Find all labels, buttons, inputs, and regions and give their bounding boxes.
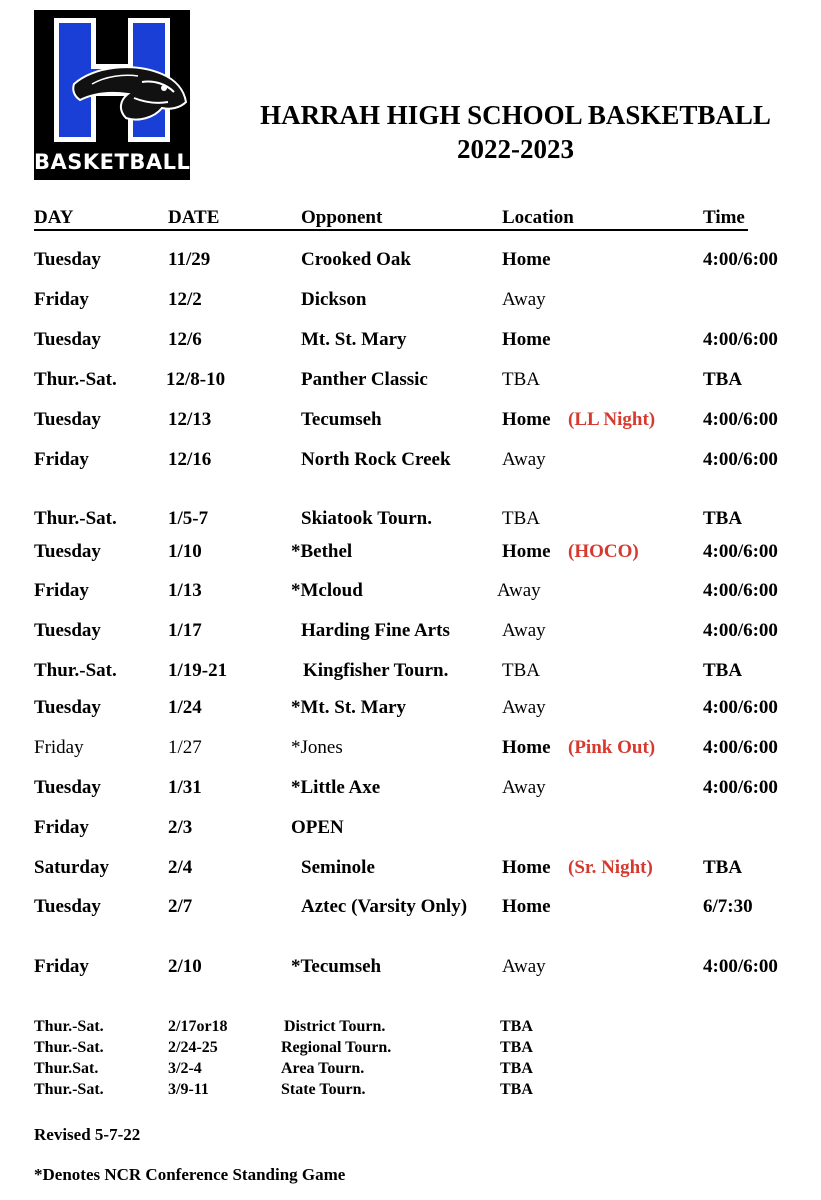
cell-day: Friday — [34, 956, 89, 977]
cell-date: 12/6 — [168, 329, 202, 350]
cell-day: Friday — [34, 449, 89, 470]
schedule-row — [0, 368, 821, 392]
schedule-row — [0, 328, 821, 352]
cell-time: TBA — [703, 857, 743, 878]
schedule-row — [0, 895, 821, 919]
postseason-row — [0, 1038, 821, 1058]
cell-date: 2/7 — [168, 896, 193, 917]
header-opponent: Opponent — [301, 207, 383, 228]
harrah-basketball-logo — [34, 10, 190, 180]
cell-location: Away — [502, 449, 546, 470]
cell-time: 6/7:30 — [703, 896, 753, 917]
cell-opponent: Kingfisher Tourn. — [303, 660, 449, 681]
cell-day: Thur.-Sat. — [34, 1018, 104, 1035]
cell-date: 1/19-21 — [168, 660, 228, 681]
cell-opponent: *Mcloud — [291, 580, 363, 601]
cell-date: 11/29 — [168, 249, 211, 270]
schedule-row — [0, 696, 821, 720]
season-subtitle: 2022-2023 — [457, 134, 574, 164]
cell-day: Tuesday — [34, 249, 101, 270]
cell-location: Home — [502, 541, 551, 562]
cell-opponent: Crooked Oak — [301, 249, 411, 270]
cell-location: Home — [502, 329, 551, 350]
cell-location: Away — [502, 620, 546, 641]
cell-date: 12/2 — [168, 289, 202, 310]
cell-time: 4:00/6:00 — [703, 697, 778, 718]
cell-day: Tuesday — [34, 329, 101, 350]
cell-day: Thur.-Sat. — [34, 369, 117, 390]
cell-time: 4:00/6:00 — [703, 580, 778, 601]
cell-opponent: *Tecumseh — [291, 956, 382, 977]
header-underline — [34, 229, 748, 231]
cell-time: 4:00/6:00 — [703, 620, 778, 641]
cell-day: Tuesday — [34, 409, 101, 430]
cell-date: 3/9-11 — [168, 1081, 209, 1098]
cell-location: Away — [497, 580, 541, 601]
cell-event: (Sr. Night) — [568, 857, 653, 878]
cell-date: 2/3 — [168, 817, 193, 838]
cell-time: TBA — [703, 660, 743, 681]
cell-opponent: Tecumseh — [301, 409, 382, 430]
header-location: Location — [502, 207, 574, 228]
schedule-row — [0, 816, 821, 840]
conference-note: *Denotes NCR Conference Standing Game — [34, 1165, 346, 1184]
cell-date: 1/31 — [168, 777, 202, 798]
cell-date: 2/17or18 — [168, 1018, 228, 1035]
schedule-row — [0, 659, 821, 683]
cell-event: (HOCO) — [568, 541, 639, 562]
cell-date: 2/4 — [168, 857, 193, 878]
cell-day: Tuesday — [34, 777, 101, 798]
cell-date: 3/2-4 — [168, 1060, 202, 1077]
cell-date: 1/5-7 — [168, 508, 209, 529]
postseason-row — [0, 1017, 821, 1037]
page-title: HARRAH HIGH SCHOOL BASKETBALL — [260, 100, 771, 130]
cell-opponent: Regional Tourn. — [281, 1039, 392, 1056]
cell-opponent: North Rock Creek — [301, 449, 451, 470]
cell-location: Home — [502, 896, 551, 917]
cell-location: Away — [502, 697, 546, 718]
cell-opponent: Panther Classic — [301, 369, 428, 390]
cell-opponent: Seminole — [301, 857, 375, 878]
cell-date: 1/10 — [168, 541, 202, 562]
schedule-row — [0, 736, 821, 760]
cell-opponent: *Mt. St. Mary — [291, 697, 407, 718]
cell-location: TBA — [500, 1018, 533, 1035]
cell-day: Tuesday — [34, 697, 101, 718]
header-date: DATE — [168, 207, 220, 228]
cell-opponent: Skiatook Tourn. — [301, 508, 432, 529]
cell-date: 12/13 — [168, 409, 212, 430]
cell-day: Thur.-Sat. — [34, 1039, 104, 1056]
cell-day: Tuesday — [34, 620, 101, 641]
cell-opponent: Dickson — [301, 289, 367, 310]
schedule-row — [0, 776, 821, 800]
cell-time: 4:00/6:00 — [703, 449, 778, 470]
cell-opponent: Mt. St. Mary — [301, 329, 407, 350]
cell-date: 1/17 — [168, 620, 202, 641]
cell-date: 1/24 — [168, 697, 202, 718]
cell-time: 4:00/6:00 — [703, 541, 778, 562]
cell-opponent: *Little Axe — [291, 777, 381, 798]
cell-date: 1/13 — [168, 580, 202, 601]
cell-day: Saturday — [34, 857, 109, 878]
cell-date: 1/27 — [168, 737, 202, 758]
cell-time: 4:00/6:00 — [703, 737, 778, 758]
cell-location: Home — [502, 249, 551, 270]
revised-note: Revised 5-7-22 — [34, 1125, 141, 1144]
cell-date: 2/10 — [168, 956, 202, 977]
cell-location: TBA — [502, 660, 540, 681]
cell-day: Thur.-Sat. — [34, 660, 117, 681]
cell-day: Friday — [34, 289, 89, 310]
cell-day: Thur.-Sat. — [34, 508, 117, 529]
cell-location: Home — [502, 857, 551, 878]
schedule-row — [0, 619, 821, 643]
schedule-row — [0, 408, 821, 432]
cell-day: Thur.Sat. — [34, 1060, 99, 1077]
postseason-row — [0, 1059, 821, 1079]
cell-location: TBA — [500, 1039, 533, 1056]
cell-event: (Pink Out) — [568, 737, 656, 758]
header-day: DAY — [34, 207, 74, 228]
schedule-row — [0, 288, 821, 312]
schedule-row — [0, 540, 821, 564]
cell-day: Tuesday — [34, 896, 101, 917]
schedule-row — [0, 448, 821, 472]
cell-opponent: *Jones — [291, 737, 343, 758]
cell-opponent: Harding Fine Arts — [301, 620, 450, 641]
cell-opponent: *Bethel — [291, 541, 353, 562]
cell-date: 12/8-10 — [166, 369, 226, 390]
cell-location: Home — [502, 737, 551, 758]
cell-time: 4:00/6:00 — [703, 329, 778, 350]
cell-time: TBA — [703, 508, 743, 529]
logo-caption: BASKETBALL — [34, 150, 191, 174]
cell-time: 4:00/6:00 — [703, 409, 778, 430]
cell-time: 4:00/6:00 — [703, 249, 778, 270]
cell-location: TBA — [502, 508, 540, 529]
cell-location: TBA — [502, 369, 540, 390]
cell-location: TBA — [500, 1060, 533, 1077]
cell-day: Friday — [34, 817, 89, 838]
cell-event: (LL Night) — [568, 409, 656, 430]
cell-date: 2/24-25 — [168, 1039, 218, 1056]
cell-opponent: State Tourn. — [281, 1081, 366, 1098]
cell-location: Home — [502, 409, 551, 430]
cell-opponent: OPEN — [291, 817, 344, 838]
cell-time: 4:00/6:00 — [703, 956, 778, 977]
cell-day: Thur.-Sat. — [34, 1081, 104, 1098]
cell-opponent: District Tourn. — [284, 1018, 386, 1035]
cell-day: Tuesday — [34, 541, 101, 562]
cell-opponent: Aztec (Varsity Only) — [301, 896, 468, 917]
header-time: Time — [703, 207, 745, 228]
schedule-row — [0, 248, 821, 272]
cell-location: Away — [502, 956, 546, 977]
schedule-row — [0, 507, 821, 531]
schedule-row — [0, 856, 821, 880]
cell-day: Friday — [34, 580, 89, 601]
postseason-row — [0, 1080, 821, 1100]
cell-opponent: Area Tourn. — [281, 1060, 365, 1077]
schedule-row — [0, 955, 821, 979]
cell-location: Away — [502, 289, 546, 310]
cell-location: Away — [502, 777, 546, 798]
cell-time: TBA — [703, 369, 743, 390]
schedule-row — [0, 579, 821, 603]
cell-date: 12/16 — [168, 449, 212, 470]
cell-time: 4:00/6:00 — [703, 777, 778, 798]
cell-location: TBA — [500, 1081, 533, 1098]
cell-day: Friday — [34, 737, 84, 758]
